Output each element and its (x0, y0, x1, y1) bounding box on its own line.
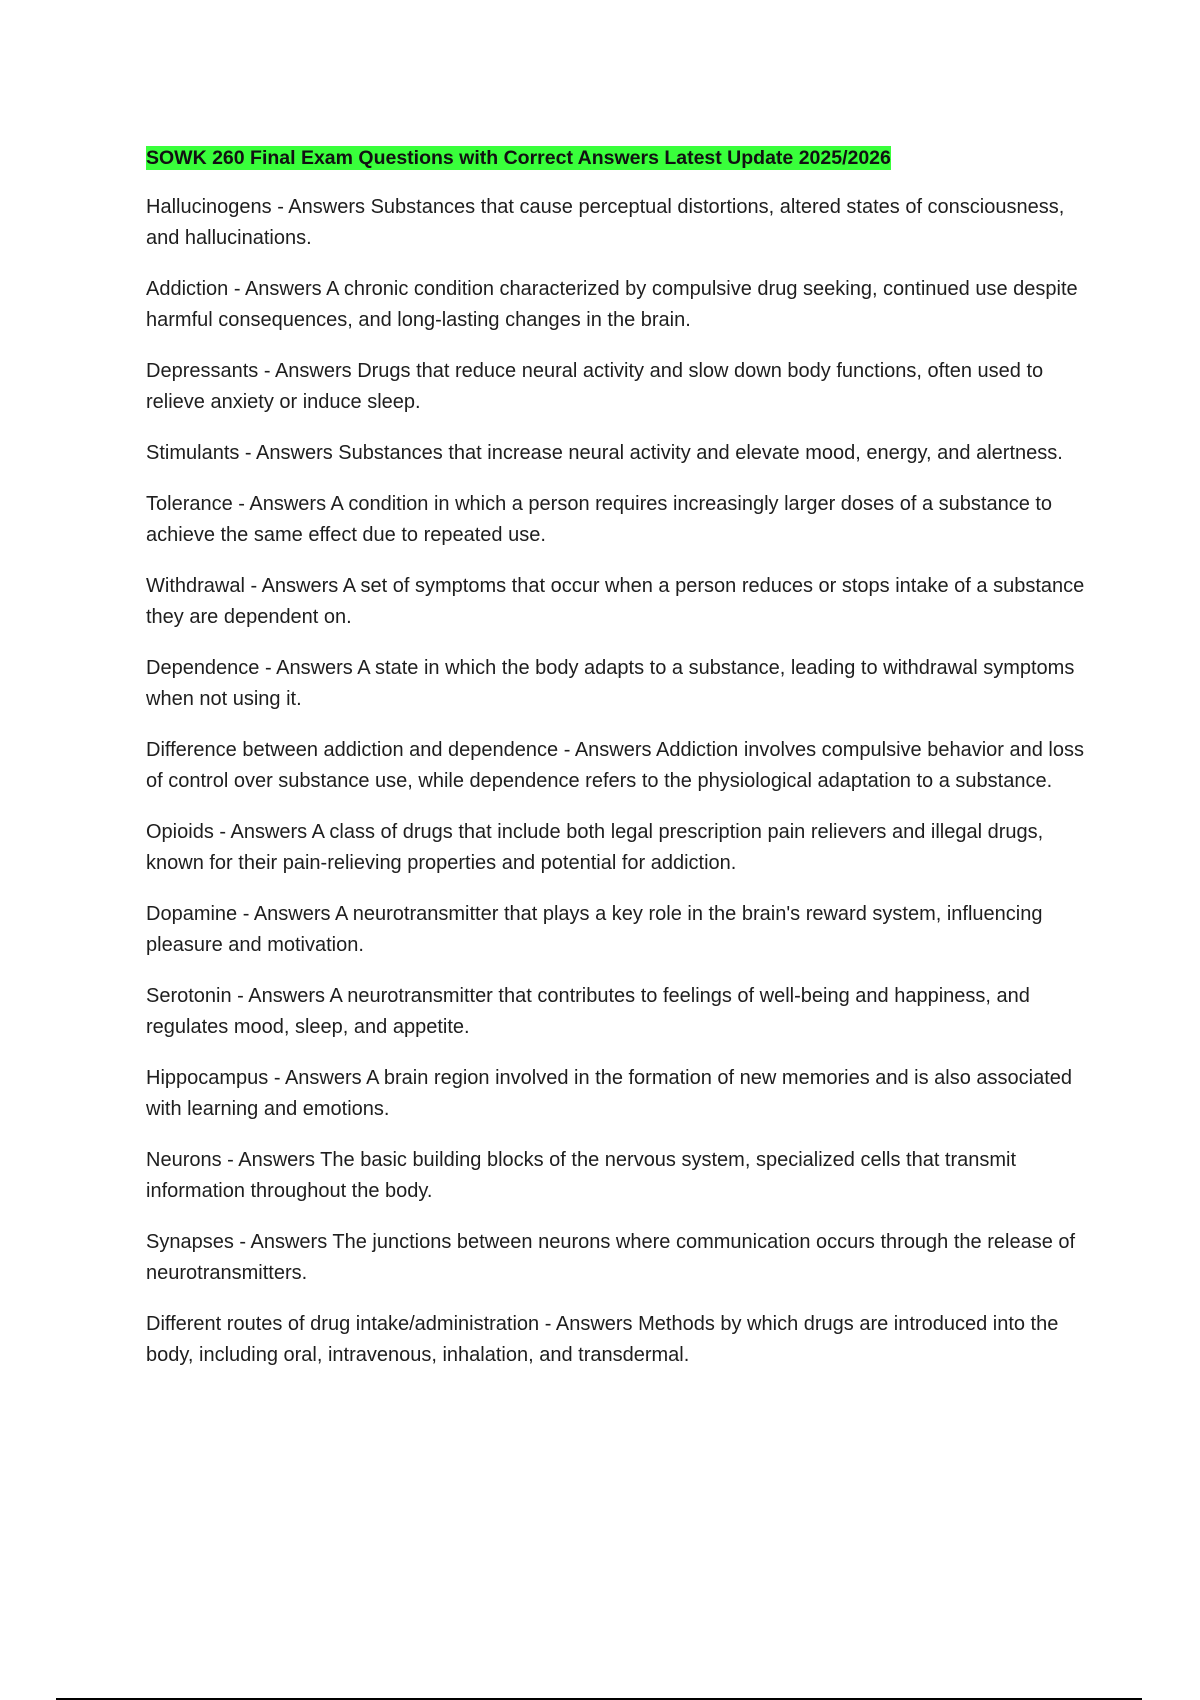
entry-term: Difference between addiction and dependence (146, 739, 559, 761)
entry-term: Tolerance (146, 493, 233, 515)
entry-definition: Substances that increase neural activity and elevate mood, energy, and alertness. (338, 442, 1063, 464)
entry-definition: A brain region involved in the formation of new memories and is also associated with learning and emotions. (146, 1067, 1073, 1120)
qa-entry (146, 981, 1096, 1043)
entry-term: Withdrawal (146, 575, 245, 597)
qa-entry (146, 1145, 1096, 1207)
qa-entry (146, 653, 1096, 715)
document-title: SOWK 260 Final Exam Questions with Correct Answers Latest Update 2025/2026 (146, 147, 891, 169)
qa-entry (146, 899, 1096, 961)
entry-separator: - Answers (237, 903, 335, 925)
entry-term: Dependence (146, 657, 260, 679)
entry-term: Serotonin (146, 985, 232, 1007)
qa-list (146, 192, 1096, 1371)
entry-definition: A neurotransmitter that contributes to feelings of well-being and happiness, and regulates mood, sleep, and appetite. (146, 985, 1030, 1038)
entry-definition: The junctions between neurons where communication occurs through the release of neurotransmitters. (146, 1231, 1076, 1284)
qa-entry (146, 1309, 1096, 1371)
entry-term: Synapses (146, 1231, 234, 1253)
entry-term: Hippocampus (146, 1067, 269, 1089)
entry-definition: A condition in which a person requires increasingly larger doses of a substance to achieve the same effect due to repeated use. (146, 493, 1053, 546)
entry-definition: Drugs that reduce neural activity and slow down body functions, often used to relieve anxiety or induce sleep. (146, 360, 1044, 413)
entry-separator: - Answers (258, 360, 358, 382)
entry-definition: A state in which the body adapts to a substance, leading to withdrawal symptoms when not using it. (146, 657, 1075, 710)
entry-definition: A neurotransmitter that plays a key role in the brain's reward system, influencing pleasure and motivation. (146, 903, 1043, 956)
entry-term: Neurons (146, 1149, 222, 1171)
qa-entry (146, 735, 1096, 797)
entry-term: Addiction (146, 278, 229, 300)
entry-separator: - Answers (213, 821, 312, 843)
title-wrap (146, 143, 1096, 175)
entry-definition: A set of symptoms that occur when a person reduces or stops intake of a substance they are dependent on. (146, 575, 1085, 628)
entry-separator: - Answers (239, 442, 339, 464)
entry-term: Stimulants (146, 442, 240, 464)
entry-term: Depressants (146, 360, 259, 382)
qa-entry (146, 274, 1096, 336)
entry-separator: - Answers (268, 1067, 367, 1089)
qa-entry (146, 571, 1096, 633)
qa-entry (146, 489, 1096, 551)
document-content (146, 143, 1096, 1391)
qa-entry (146, 1227, 1096, 1289)
qa-entry (146, 356, 1096, 418)
entry-definition: The basic building blocks of the nervous system, specialized cells that transmit information throughout the body. (146, 1149, 1017, 1202)
entry-definition: Addiction involves compulsive behavior and loss of control over substance use, while dependence refers to the physiological adaptation to a substance. (146, 739, 1084, 792)
entry-definition: A class of drugs that include both legal prescription pain relievers and illegal drugs, known for their pain-relieving properties and potential for addiction. (146, 821, 1044, 874)
entry-separator: - Answers (244, 575, 343, 597)
qa-entry (146, 817, 1096, 879)
entry-separator: - Answers (231, 985, 330, 1007)
qa-entry (146, 1063, 1096, 1125)
entry-separator: - Answers (232, 493, 331, 515)
entry-term: Different routes of drug intake/administration (146, 1313, 540, 1335)
entry-separator: - Answers (259, 657, 358, 679)
entry-term: Hallucinogens (146, 196, 272, 218)
entry-term: Opioids (146, 821, 214, 843)
entry-separator: - Answers (271, 196, 371, 218)
qa-entry (146, 438, 1096, 469)
entry-term: Dopamine (146, 903, 238, 925)
entry-separator: - Answers (558, 739, 656, 761)
entry-definition: A chronic condition characterized by compulsive drug seeking, continued use despite harmful consequences, and long-lasting changes in the brain. (146, 278, 1078, 331)
entry-separator: - Answers (233, 1231, 333, 1253)
entry-definition: Substances that cause perceptual distortions, altered states of consciousness, and hallucinations. (146, 196, 1065, 249)
entry-separator: - Answers (221, 1149, 321, 1171)
entry-separator: - Answers (228, 278, 327, 300)
entry-definition: Methods by which drugs are introduced into the body, including oral, intravenous, inhalation, and transdermal. (146, 1313, 1059, 1366)
qa-entry (146, 192, 1096, 254)
entry-separator: - Answers (539, 1313, 639, 1335)
